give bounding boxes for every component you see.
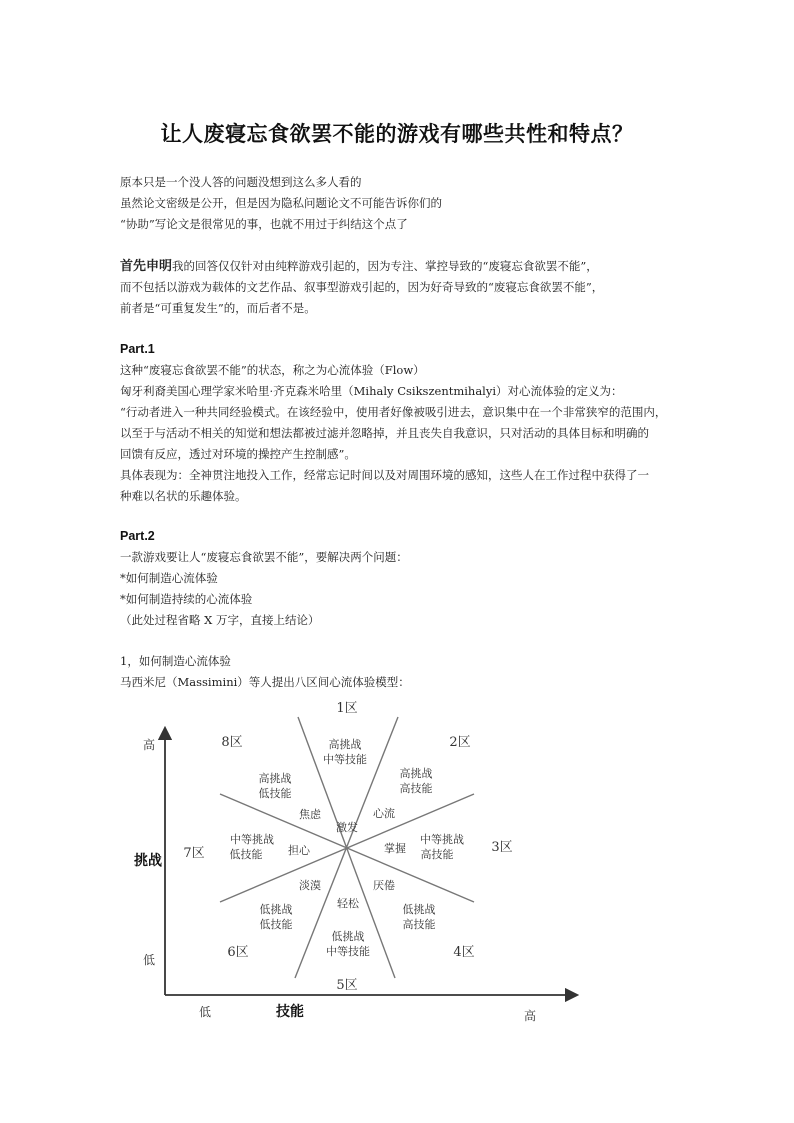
zone-condition: 低技能 [259, 918, 293, 931]
part1-line: 匈牙利裔美国心理学家米哈里·齐克森米哈里（Mihaly Csikszentmihalyi）对心流体验的定义为： [120, 384, 623, 398]
part2-line: 一款游戏要让人“废寝忘食欲罢不能”，要解决两个问题： [120, 550, 408, 564]
statement-text: 我的回答仅仅针对由纯粹游戏引起的，因为专注、掌控导致的“废寝忘食欲罢不能”， [172, 259, 598, 273]
statement-line: 而不包括以游戏为载体的文艺作品、叙事型游戏引起的，因为好奇导致的“废寝忘食欲罢不能”， [120, 280, 604, 294]
part1-line: 回馈有反应，透过对环境的操控产生控制感”。 [120, 447, 356, 461]
y-tick-high: 高 [143, 738, 156, 752]
zone-condition: 高技能 [402, 918, 436, 931]
section1-line: 马西米尼（Massimini）等人提出八区间心流体验模型： [120, 675, 410, 689]
zone-state: 淡漠 [299, 879, 321, 892]
zone-label: 3区 [491, 840, 513, 855]
zone-state: 焦虑 [299, 808, 321, 821]
section1-line: 1，如何制造心流体验 [120, 654, 231, 668]
zone-label: 1区 [336, 701, 358, 716]
part1-heading: Part.1 [120, 342, 155, 356]
zone-label: 6区 [227, 945, 249, 960]
zone-state: 激发 [336, 821, 358, 834]
zone-state: 厌倦 [373, 879, 395, 892]
zone-condition: 中等挑战 [230, 833, 274, 846]
zone-condition: 中等挑战 [420, 833, 464, 846]
part2-line: *如何制造持续的心流体验 [120, 592, 253, 606]
zone-label: 2区 [449, 735, 471, 750]
part2-line: *如何制造心流体验 [120, 571, 218, 585]
zone-state: 掌握 [384, 842, 406, 855]
part2-line: （此处过程省略 X 万字，直接上结论） [120, 613, 320, 627]
intro-line: “协助”写论文是很常见的事，也就不用过于纠结这个点了 [120, 217, 408, 231]
statement-lead: 首先申明 [120, 259, 173, 274]
zone-label: 8区 [221, 735, 243, 750]
x-axis-label: 技能 [276, 1004, 304, 1020]
intro-line: 原本只是一个没人答的问题没想到这么多人看的 [120, 175, 362, 189]
x-tick-low: 低 [199, 1005, 212, 1019]
zone-label: 7区 [183, 846, 205, 861]
part2-heading: Part.2 [120, 529, 155, 543]
zone-condition: 高挑战 [399, 767, 433, 780]
y-axis-label: 挑战 [134, 853, 162, 869]
zone-condition: 高技能 [399, 782, 433, 795]
zone-label: 5区 [336, 978, 358, 993]
y-tick-low: 低 [143, 953, 156, 967]
page-title: 让人废寝忘食欲罢不能的游戏有哪些共性和特点？ [160, 121, 634, 146]
zone-condition: 中等技能 [326, 945, 370, 958]
zone-state: 轻松 [337, 897, 359, 910]
part1-line: “行动者进入一种共同经验模式。在该经验中，使用者好像被吸引进去，意识集中在一个非常狭窄的范围内， [120, 405, 667, 419]
part1-line: 这种“废寝忘食欲罢不能”的状态，称之为心流体验（Flow） [120, 363, 425, 377]
zone-condition: 低挑战 [402, 903, 436, 916]
zone-state: 心流 [373, 807, 395, 820]
part1-line: 以至于与活动不相关的知觉和想法都被过滤并忽略掉，并且丧失自我意识，只对活动的具体目标和明确的 [120, 426, 649, 440]
zone-condition: 高技能 [420, 848, 454, 861]
intro-line: 虽然论文密级是公开，但是因为隐私问题论文不可能告诉你们的 [120, 196, 442, 210]
zone-state: 担心 [288, 844, 310, 857]
statement-line: 前者是“可重复发生”的，而后者不是。 [120, 301, 316, 315]
zone-label: 4区 [453, 945, 475, 960]
zone-condition: 中等技能 [323, 753, 367, 766]
zone-condition: 低技能 [258, 787, 292, 800]
zone-condition: 高挑战 [328, 738, 362, 751]
part1-line: 种难以名状的乐趣体验。 [120, 489, 247, 503]
zone-condition: 低技能 [229, 848, 263, 861]
zone-condition: 高挑战 [258, 772, 292, 785]
zone-condition: 低挑战 [331, 930, 365, 943]
x-tick-high: 高 [524, 1009, 537, 1023]
part1-line: 具体表现为：全神贯注地投入工作，经常忘记时间以及对周围环境的感知，这些人在工作过程中获得了一 [120, 468, 649, 482]
zone-condition: 低挑战 [259, 903, 293, 916]
